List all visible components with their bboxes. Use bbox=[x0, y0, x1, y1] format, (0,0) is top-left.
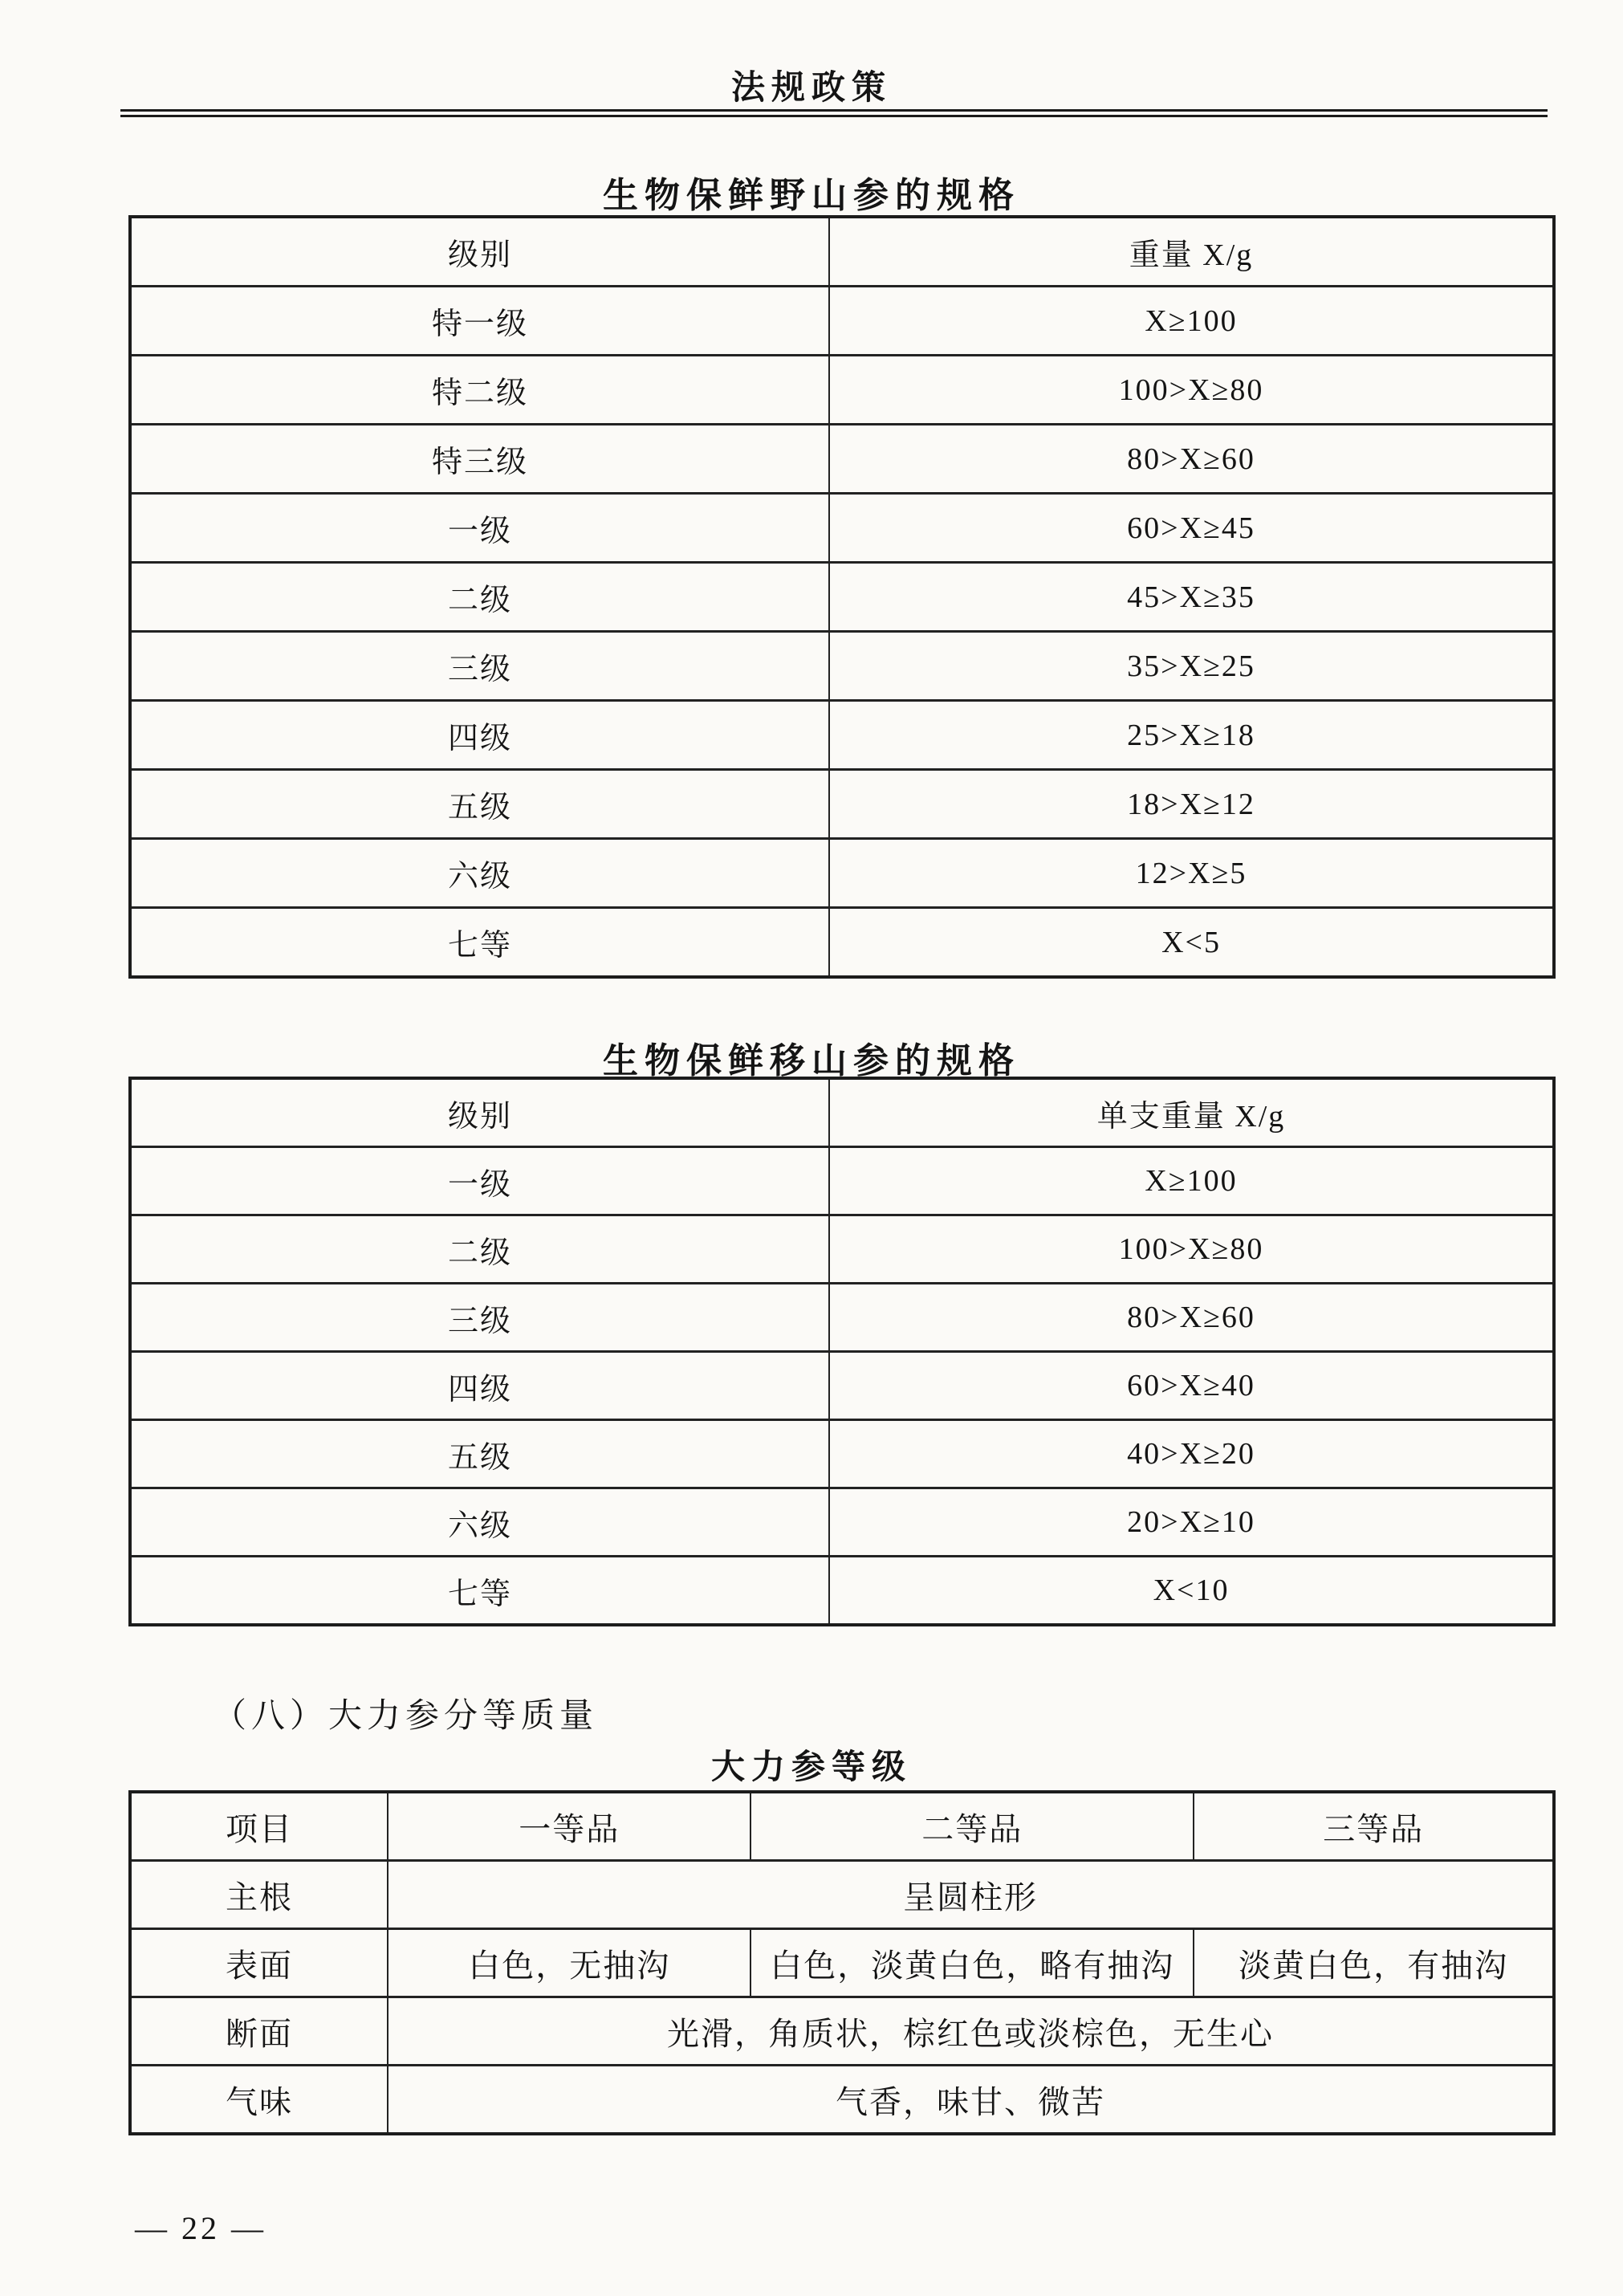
column-header-grade: 级别 bbox=[130, 1078, 829, 1147]
table-row bbox=[130, 1929, 1554, 1997]
table-row bbox=[130, 1420, 1554, 1488]
grade-cell: 特三级 bbox=[130, 425, 829, 494]
transplanted-ginseng-spec-table-body bbox=[130, 1078, 1554, 1625]
weight-range-cell: 80>X≥60 bbox=[829, 1284, 1554, 1352]
column-header-grade1: 一等品 bbox=[388, 1792, 750, 1861]
grade-cell: 七等 bbox=[130, 908, 829, 978]
weight-range-cell: X≥100 bbox=[829, 1147, 1554, 1215]
table-row bbox=[130, 2066, 1554, 2135]
table-row bbox=[130, 356, 1554, 425]
dali-ginseng-grade-table bbox=[128, 1790, 1556, 2135]
weight-range-cell: X<10 bbox=[829, 1557, 1554, 1626]
table-row bbox=[130, 632, 1554, 701]
weight-range-cell: 12>X≥5 bbox=[829, 839, 1554, 908]
table-row bbox=[130, 563, 1554, 632]
column-header-weight: 单支重量 X/g bbox=[829, 1078, 1554, 1147]
column-header-grade: 级别 bbox=[130, 217, 829, 287]
table-row bbox=[130, 1284, 1554, 1352]
grade-cell: 一级 bbox=[130, 494, 829, 563]
weight-range-cell: 100>X≥80 bbox=[829, 356, 1554, 425]
weight-range-cell: 60>X≥40 bbox=[829, 1352, 1554, 1420]
table-row bbox=[130, 1997, 1554, 2066]
grade-cell: 四级 bbox=[130, 1352, 829, 1420]
grade-cell: 五级 bbox=[130, 770, 829, 839]
grade-cell: 二级 bbox=[130, 563, 829, 632]
table-row bbox=[130, 1352, 1554, 1420]
grade-cell: 三级 bbox=[130, 1284, 829, 1352]
grade-cell: 六级 bbox=[130, 1488, 829, 1557]
grade-cell: 特二级 bbox=[130, 356, 829, 425]
table-header-row bbox=[130, 1078, 1554, 1147]
weight-range-cell: 80>X≥60 bbox=[829, 425, 1554, 494]
row-label-cross-section: 断面 bbox=[130, 1997, 388, 2066]
main-root-value: 呈圆柱形 bbox=[388, 1861, 1554, 1929]
weight-range-cell: X≥100 bbox=[829, 287, 1554, 356]
transplanted-ginseng-table-title: 生物保鲜移山参的规格 bbox=[603, 1041, 1020, 1081]
surface-grade2-value: 白色，淡黄白色，略有抽沟 bbox=[750, 1929, 1194, 1997]
weight-range-cell: X<5 bbox=[829, 908, 1554, 978]
weight-range-cell: 18>X≥12 bbox=[829, 770, 1554, 839]
page-number: — 22 — bbox=[135, 2210, 266, 2246]
surface-grade1-value: 白色，无抽沟 bbox=[388, 1929, 750, 1997]
odor-value: 气香，味甘、微苦 bbox=[388, 2066, 1554, 2135]
surface-grade3-value: 淡黄白色，有抽沟 bbox=[1194, 1929, 1554, 1997]
weight-range-cell: 45>X≥35 bbox=[829, 563, 1554, 632]
table-row bbox=[130, 839, 1554, 908]
table-header-row bbox=[130, 1792, 1554, 1861]
table-header-row bbox=[130, 217, 1554, 287]
table-row bbox=[130, 494, 1554, 563]
weight-range-cell: 100>X≥80 bbox=[829, 1215, 1554, 1284]
weight-range-cell: 40>X≥20 bbox=[829, 1420, 1554, 1488]
weight-range-cell: 20>X≥10 bbox=[829, 1488, 1554, 1557]
table-row bbox=[130, 770, 1554, 839]
wild-ginseng-spec-table-body bbox=[130, 217, 1554, 977]
grade-cell: 五级 bbox=[130, 1420, 829, 1488]
table-row bbox=[130, 287, 1554, 356]
grade-cell: 三级 bbox=[130, 632, 829, 701]
table-row bbox=[130, 1147, 1554, 1215]
section-8-heading: （八）大力参分等质量 bbox=[213, 1698, 599, 1735]
cross-section-value: 光滑，角质状，棕红色或淡棕色，无生心 bbox=[388, 1997, 1554, 2066]
table-row bbox=[130, 1215, 1554, 1284]
page-header-title: 法规政策 bbox=[730, 70, 892, 107]
wild-ginseng-table-title: 生物保鲜野山参的规格 bbox=[603, 176, 1020, 215]
grade-cell: 六级 bbox=[130, 839, 829, 908]
column-header-weight: 重量 X/g bbox=[829, 217, 1554, 287]
dali-ginseng-grade-table-title: 大力参等级 bbox=[710, 1749, 912, 1786]
weight-range-cell: 60>X≥45 bbox=[829, 494, 1554, 563]
column-header-grade2: 二等品 bbox=[750, 1792, 1194, 1861]
column-header-item: 项目 bbox=[130, 1792, 388, 1861]
grade-cell: 二级 bbox=[130, 1215, 829, 1284]
table-row bbox=[130, 701, 1554, 770]
row-label-odor: 气味 bbox=[130, 2066, 388, 2135]
table-row bbox=[130, 1861, 1554, 1929]
grade-cell: 四级 bbox=[130, 701, 829, 770]
dali-ginseng-grade-table-body bbox=[130, 1792, 1554, 2134]
row-label-main-root: 主根 bbox=[130, 1861, 388, 1929]
column-header-grade3: 三等品 bbox=[1194, 1792, 1554, 1861]
header-rule bbox=[120, 109, 1548, 117]
table-row bbox=[130, 425, 1554, 494]
wild-ginseng-spec-table bbox=[128, 215, 1556, 979]
table-row bbox=[130, 1557, 1554, 1626]
weight-range-cell: 25>X≥18 bbox=[829, 701, 1554, 770]
transplanted-ginseng-spec-table bbox=[128, 1077, 1556, 1626]
grade-cell: 一级 bbox=[130, 1147, 829, 1215]
row-label-surface: 表面 bbox=[130, 1929, 388, 1997]
grade-cell: 七等 bbox=[130, 1557, 829, 1626]
table-row bbox=[130, 908, 1554, 978]
grade-cell: 特一级 bbox=[130, 287, 829, 356]
weight-range-cell: 35>X≥25 bbox=[829, 632, 1554, 701]
table-row bbox=[130, 1488, 1554, 1557]
